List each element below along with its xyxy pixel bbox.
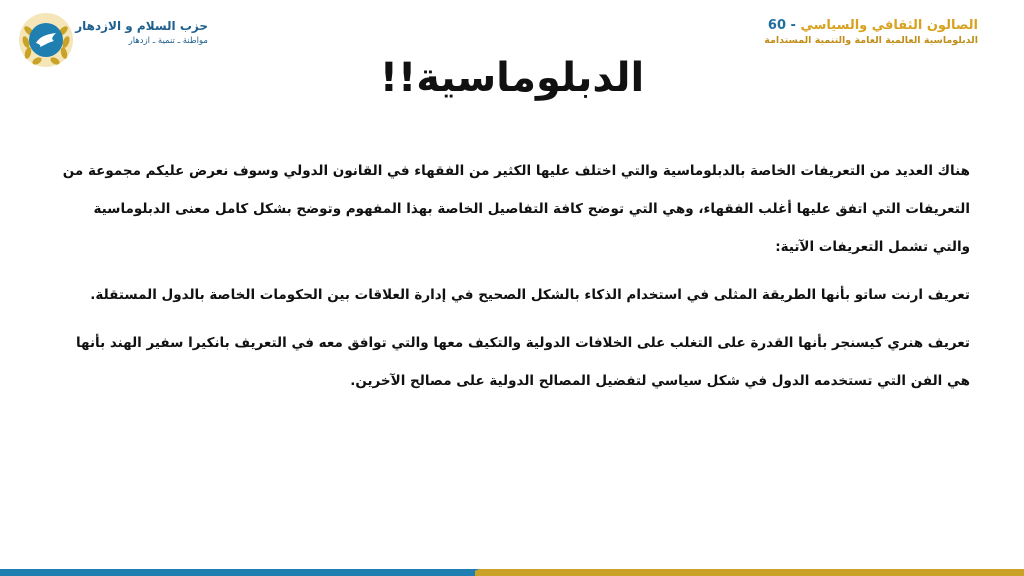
- party-branding: [18, 12, 208, 72]
- footer-stripe: [0, 569, 1024, 576]
- salon-title: الصالون الثقافي والسياسي: [800, 18, 978, 33]
- paragraph-ernest-satow: تعريف ارنت ساتو بأنها الطريقة المثلى في استخدام الذكاء بالشكل الصحيح في إدارة العلاقات بين الحكومات الخاصة بالدول المستقلة.: [90, 287, 970, 303]
- slide-title: الدبلوماسية!!: [379, 55, 645, 101]
- slide-body: [62, 152, 970, 410]
- footer-stripe-blue: [0, 569, 475, 576]
- salon-subtitle: الدبلوماسية العالمية العامة والتنمية المستدامة: [764, 35, 978, 46]
- paragraph-kissinger: تعريف هنري كيسنجر بأنها القدرة على التغلب على الخلافات الدولية والتكيف معها والتي توافق معه في التعريف بانكيرا سفير الهند بأنها هي الفن التي تستخدمه الدول في شكل سياسي لتفضيل المصالح الدولية على مصالح الآخرين.: [75, 335, 970, 389]
- party-slogan: مواطنة ـ تنمية ـ ازدهار: [128, 36, 208, 46]
- party-text: [75, 18, 208, 48]
- salon-number: - 60: [767, 18, 796, 33]
- salon-header: [758, 18, 978, 47]
- party-name: حزب السلام و الازدهار: [75, 19, 208, 33]
- salon-title-line: [758, 18, 978, 34]
- footer-stripe-gold: [475, 569, 1024, 576]
- footer-stripe-notch: [465, 569, 479, 576]
- paragraph-intro: هناك العديد من التعريفات الخاصة بالدبلوماسية والتي اختلف عليها الكثير من الفقهاء في القانون الدولي وسوف نعرض عليكم مجموعة من التعريفات التي اتفق عليها أغلب الفقهاء، وهي التي توضح كافة التفاصيل الخاصة بهذا المفهوم وتوضح بشكل كامل معنى الدبلوماسية والتي تشمل التعريفات الآتية:: [62, 163, 970, 255]
- dove-emblem-icon: [18, 12, 74, 68]
